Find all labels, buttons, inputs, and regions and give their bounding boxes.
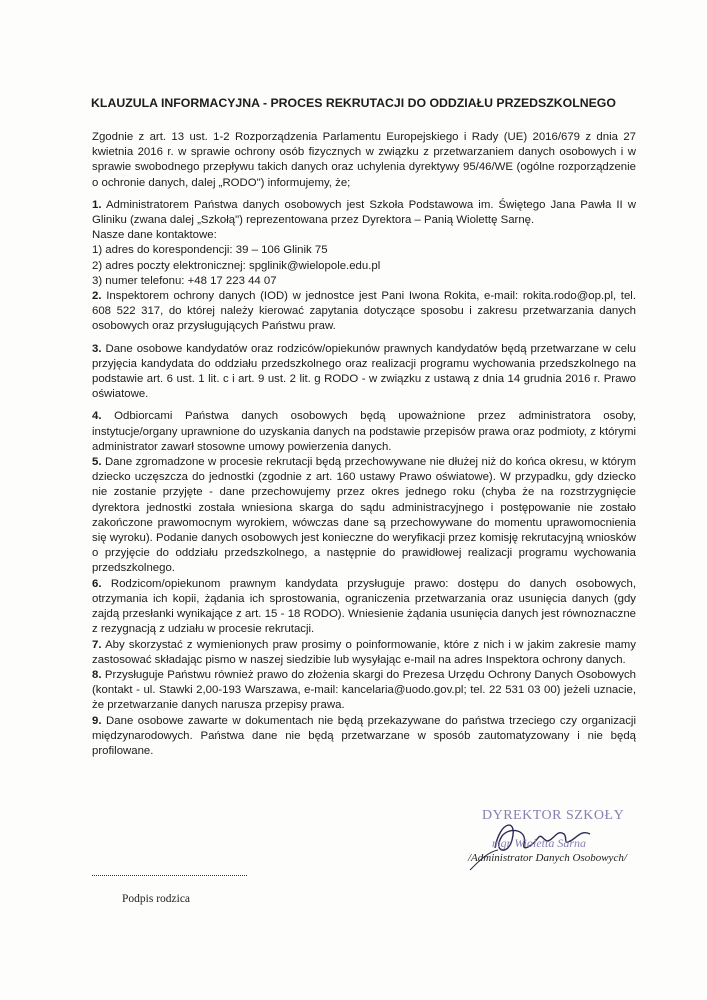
paragraph-4 — [92, 409, 636, 455]
administrator-role-label: /Administrator Danych Osobowych/ — [468, 852, 627, 864]
paragraph-number: 5. — [92, 456, 102, 469]
paragraph-text: Dane osobowe zawarte w dokumentach nie będą przekazywane do państwa trzeciego czy organizacji międzynarodowych. Państwa dane nie będą przetwarzane w sposób zautomatyzowany i nie będą profilowane. — [92, 714, 636, 757]
paragraph-text: Rodzicom/opiekunom prawnym kandydata przysługuje prawo: dostępu do danych osobowych, otrzymania ich kopii, żądania ich sprostowania, ograniczenia przetwarzania oraz usunięcia danych (gdy zajdą przesłanki wynikające z art. 15 - 18 RODO). Wniesienie żądania usunięcia danych jest równoznaczne z rezygnacją z udziału w procesie rekrutacji. — [92, 577, 636, 636]
paragraph-3 — [92, 342, 636, 403]
paragraph-2 — [92, 289, 636, 335]
paragraph-7 — [92, 638, 636, 668]
paragraph-number: 6. — [92, 577, 102, 590]
paragraph-text: Przysługuje Państwu również prawo do złożenia skargi do Prezesa Urzędu Ochrony Danych Osobowych (kontakt - ul. Stawki 2,00-193 Warszawa, e-mail: kancelaria@uodo.gov.pl; tel. 22 531 03 00) jeżeli uznacie, że przetwarzanie danych narusza przepisy prawa. — [92, 668, 636, 712]
paragraph-text: Dane osobowe kandydatów oraz rodziców/opiekunów prawnych kandydatów będą przetwarzane w celu przyjęcia kandydata do oddziału przedszkolnego oraz realizacji programu wychowania przedszkolnego na podstawie art. 6 ust. 1 lit. c i art. 9 ust. 2 lit. g RODO - w związku z ustawą z dnia 14 grudnia 2016 r. Prawo oświatowe. — [92, 342, 636, 401]
paragraph-number: 2. — [92, 290, 102, 303]
contacts-label: Nasze dane kontaktowe: — [92, 229, 217, 242]
paragraph-number: 7. — [92, 638, 102, 651]
contact-address: 1) adres do korespondencji: 39 – 106 Glinik 75 — [92, 244, 328, 257]
paragraph-text: Inspektorem ochrony danych (IOD) w jednostce jest Pani Iwona Rokita, e-mail: rokita.rodo@op.pl, tel. 608 522 317, do której należy kierować zapytania dotyczące sposobu i zakresu przetwarzania danych osobowych oraz przysługujących Państwu praw. — [92, 290, 637, 333]
paragraph-number: 4. — [92, 410, 102, 423]
director-stamp-name: mgr Wioletta Sarna — [492, 836, 587, 850]
parent-signature-label: Podpis rodzica — [122, 893, 191, 905]
parent-signature-line — [92, 874, 247, 876]
intro-paragraph: Zgodnie z art. 13 ust. 1-2 Rozporządzenia Parlamentu Europejskiego i Rady (UE) 2016/679 z dnia 27 kwietnia 2016 r. w sprawie ochrony osób fizycznych w związku z przetwarzaniem danych osobowych i w sprawie swobodnego przepływu takich danych oraz uchylenia dyrektywy 95/46/WE (ogólne rozporządzenie o ochronie danych, dalej „RODO") informujemy, że; — [92, 131, 636, 189]
paragraph-text: Dane zgromadzone w procesie rekrutacji będą przechowywane nie dłużej niż do końca okresu, w którym dziecko uczęszcza do jednostki (zgodnie z art. 160 ustawy Prawo oświatowe). W przypadku, gdy dziecko nie zostanie przyjęte - dane przechowujemy przez okres jednego roku (chyba że na rozstrzygnięcie dyrektora jednostki została wniesiona skarga do sądu administracyjnego i postępowanie nie zostało zakończone prawomocnym wyrokiem, wówczas dane są przechowywane do momentu uprawomocnienia się wyroku). Podanie danych osobowych jest konieczne do weryfikacji przez komisję rekrutacyjną wniosków o przyjęcie do oddziału przedszkolnego, a następnie do prawidłowej realizacji programu wychowania przedszkolnego. — [92, 456, 636, 575]
paragraph-number: 3. — [92, 342, 102, 355]
paragraph-text: Odbiorcami Państwa danych osobowych będą upoważnione przez administratora osoby, instytucje/organy uprawnione do uzyskania danych na podstawie przepisów prawa oraz podmioty, z którymi administrator zawarł stosowne umowy powierzenia danych. — [92, 410, 637, 453]
paragraph-1 — [92, 198, 636, 228]
contact-email: 2) adres poczty elektronicznej: spglinik@wielopole.edu.pl — [92, 259, 381, 272]
paragraph-8 — [92, 668, 636, 714]
paragraph-number: 9. — [92, 714, 102, 727]
paragraph-number: 1. — [92, 198, 102, 211]
director-stamp: DYREKTOR SZKOŁY — [482, 808, 625, 823]
paragraph-5 — [92, 455, 636, 577]
paragraph-text: Administratorem Państwa danych osobowych jest Szkoła Podstawowa im. Świętego Jana Pawła II w Gliniku (zwana dalej „Szkołą") reprezentowana przez Dyrektora – Panią Wiolettę Sarnę. — [92, 198, 636, 227]
director-signature-block — [440, 800, 660, 875]
document-body — [92, 130, 636, 759]
paragraph-9 — [92, 714, 636, 760]
paragraph-number: 8. — [92, 668, 102, 681]
contact-phone: 3) numer telefonu: +48 17 223 44 07 — [92, 274, 277, 287]
paragraph-text: Aby skorzystać z wymienionych praw prosimy o poinformowanie, które z nich i w jakim zakresie mamy zastosować składając pismo w naszej siedzibie lub wysyłając e-mail na adres Inspektora ochrony danych. — [92, 638, 636, 666]
paragraph-6 — [92, 577, 636, 638]
document-title: KLAUZULA INFORMACYJNA - PROCES REKRUTACJI DO ODDZIAŁU PRZEDSZKOLNEGO — [91, 96, 616, 110]
